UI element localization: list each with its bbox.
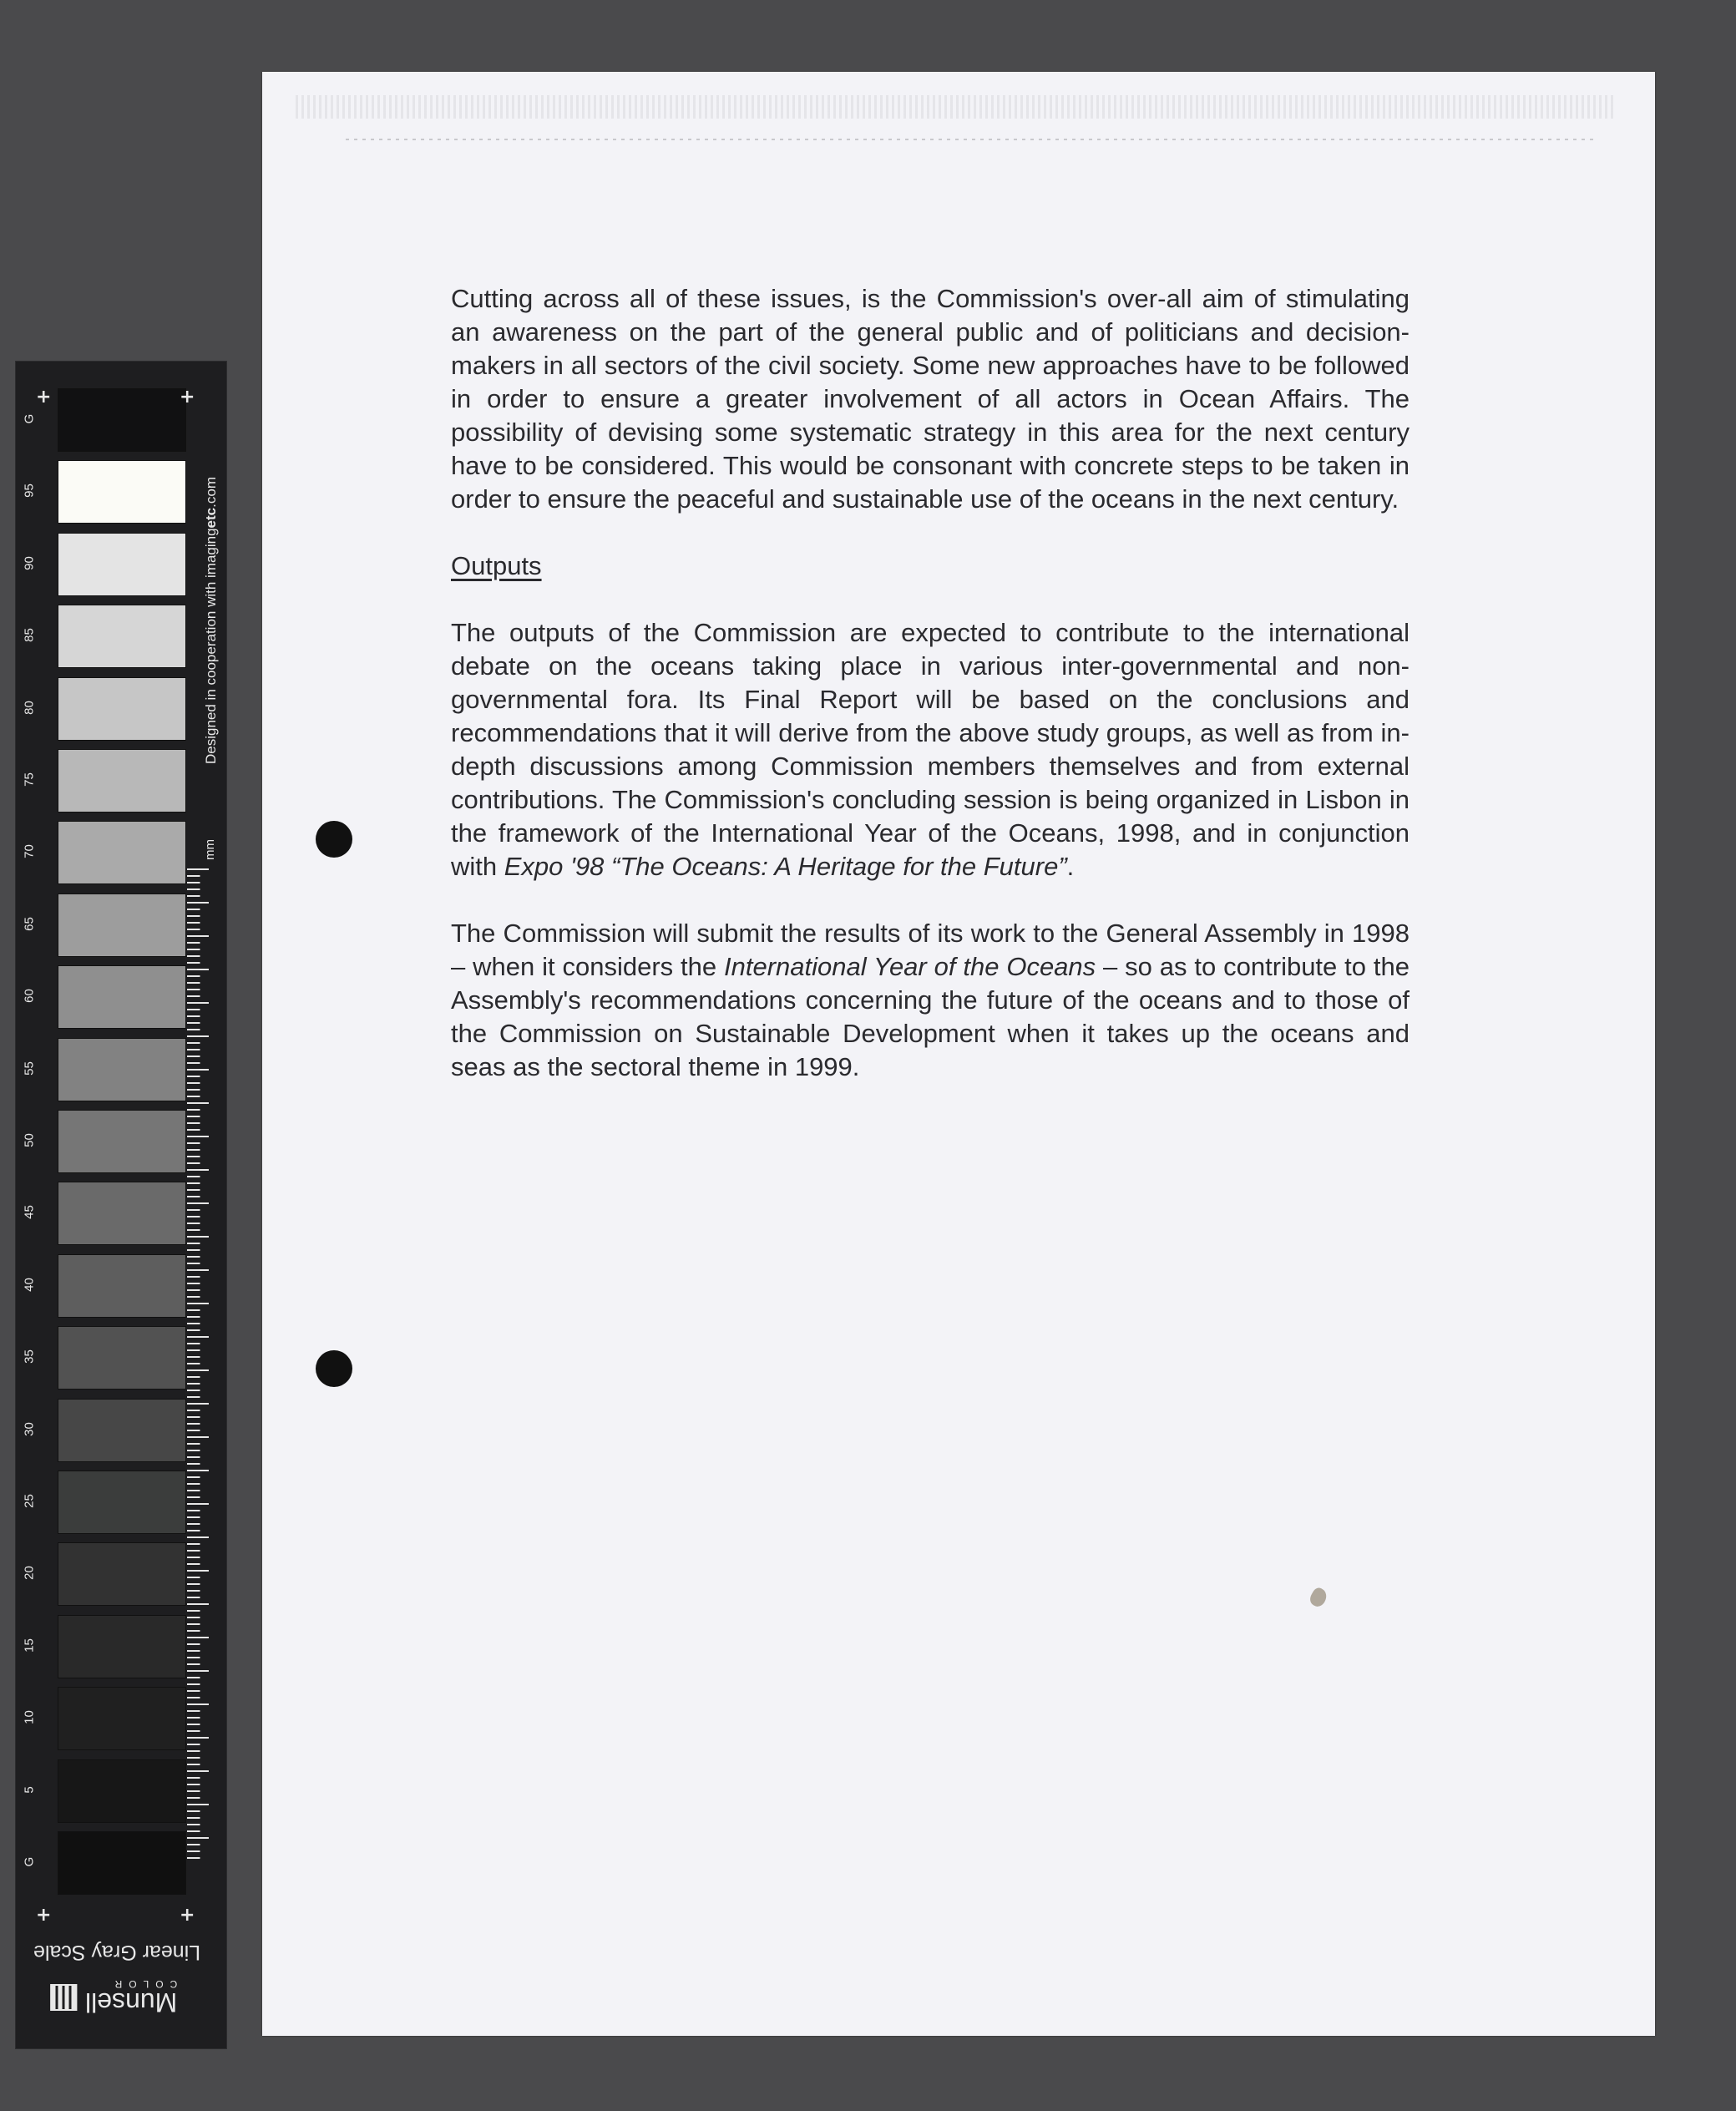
brand-sub: COLOR bbox=[108, 1978, 178, 1990]
scale-label: 35 bbox=[22, 1349, 37, 1364]
gray-patch bbox=[58, 894, 186, 957]
gray-patch bbox=[58, 1759, 186, 1823]
gray-patch bbox=[58, 388, 186, 452]
scale-label: 30 bbox=[22, 1421, 37, 1436]
registration-plus-icon: + bbox=[36, 387, 52, 408]
gray-patch bbox=[58, 1254, 186, 1318]
gray-patch bbox=[58, 1615, 186, 1678]
document-page bbox=[262, 72, 1655, 2036]
faded-header-marks bbox=[296, 95, 1615, 119]
gray-patch bbox=[58, 1399, 186, 1462]
scale-label: 75 bbox=[22, 772, 37, 787]
scale-label: 45 bbox=[22, 1205, 37, 1220]
credit-text: Designed in cooperation with imagingetc.com bbox=[203, 477, 219, 764]
scale-label: 15 bbox=[22, 1638, 37, 1653]
gray-patch bbox=[58, 1542, 186, 1606]
gray-patch bbox=[58, 821, 186, 884]
scale-label: G bbox=[22, 413, 37, 424]
scale-label: 40 bbox=[22, 1277, 37, 1292]
gray-patch bbox=[58, 749, 186, 813]
paragraph-intro: Cutting across all of these issues, is the Commission's over-all aim of stimulating an awareness on the part of the general public and of politicians and decision-makers in all sectors of the civil society. Some new approaches have to be followed in order to ensure a greater involvement of all actors in Ocean Affairs. The possibility of devising some systematic strategy in this area for the next century have to be considered. This would be consonant with concrete steps to be taken in order to ensure the peaceful and sustainable use of the oceans in the next century. bbox=[451, 284, 1410, 514]
faded-header-line bbox=[346, 139, 1598, 140]
ruler-unit-label: mm bbox=[203, 839, 217, 860]
scale-label: 55 bbox=[22, 1061, 37, 1076]
scale-label: 25 bbox=[22, 1494, 37, 1508]
gray-patch bbox=[58, 677, 186, 741]
registration-plus-icon: + bbox=[36, 1905, 52, 1926]
heading-outputs: Outputs bbox=[451, 551, 542, 580]
document-body bbox=[451, 282, 1410, 1117]
gray-patch bbox=[58, 460, 186, 524]
scale-label: 50 bbox=[22, 1133, 37, 1147]
brand-name: Munsell bbox=[85, 1987, 178, 2017]
scale-label: G bbox=[22, 1856, 37, 1867]
paragraph-outputs: The outputs of the Commission are expected to contribute to the international debate on the oceans taking place in various inter-governmental and non-governmental fora. Its Final Report will be based on the conclusions and recommendations that it will derive from the above study groups, as well as from in-depth discussions among Commission members themselves and from external contributions. The Commission's concluding session is being organized in Lisbon in the framework of the International Year of the Oceans, 1998, and in conjunction with Expo '98 “The Oceans: A Heritage for the Future”. bbox=[451, 618, 1410, 881]
gray-patch bbox=[58, 1687, 186, 1750]
gray-patch bbox=[58, 1471, 186, 1534]
mm-ruler bbox=[187, 868, 209, 1864]
registration-plus-icon: + bbox=[180, 387, 195, 408]
munsell-logo-icon bbox=[50, 1984, 77, 2011]
scale-label: 65 bbox=[22, 916, 37, 931]
scale-label: 80 bbox=[22, 700, 37, 715]
paper-speck bbox=[1308, 1586, 1330, 1609]
scale-label: 95 bbox=[22, 483, 37, 499]
punch-hole-top bbox=[316, 821, 352, 858]
paragraph-general-assembly: The Commission will submit the results of its work to the General Assembly in 1998 – when it considers the International Year of the Oceans – so as to contribute to the Assembly's recommendations concerning the future of the oceans and to those of the Commission on Sustainable Development when it takes up the oceans and seas as the sectoral theme in 1999. bbox=[451, 919, 1410, 1081]
gray-patch bbox=[58, 1326, 186, 1390]
scale-label: 20 bbox=[22, 1566, 37, 1581]
scale-label: 60 bbox=[22, 989, 37, 1004]
munsell-brand bbox=[50, 1979, 177, 2016]
gray-patch bbox=[58, 1831, 186, 1895]
punch-hole-bottom bbox=[316, 1350, 352, 1387]
gray-patch bbox=[58, 1038, 186, 1101]
gray-scale-title: Linear Gray Scale bbox=[33, 1941, 201, 1964]
gray-patch bbox=[58, 533, 186, 596]
scale-label: 70 bbox=[22, 844, 37, 859]
gray-patch bbox=[58, 1182, 186, 1245]
scale-label: 85 bbox=[22, 628, 37, 643]
gray-patch bbox=[58, 605, 186, 668]
scale-label: 10 bbox=[22, 1710, 37, 1725]
gray-patch bbox=[58, 965, 186, 1029]
scale-label: 5 bbox=[22, 1785, 37, 1794]
scale-label: 90 bbox=[22, 555, 37, 570]
registration-plus-icon: + bbox=[180, 1905, 195, 1926]
gray-patch bbox=[58, 1110, 186, 1173]
